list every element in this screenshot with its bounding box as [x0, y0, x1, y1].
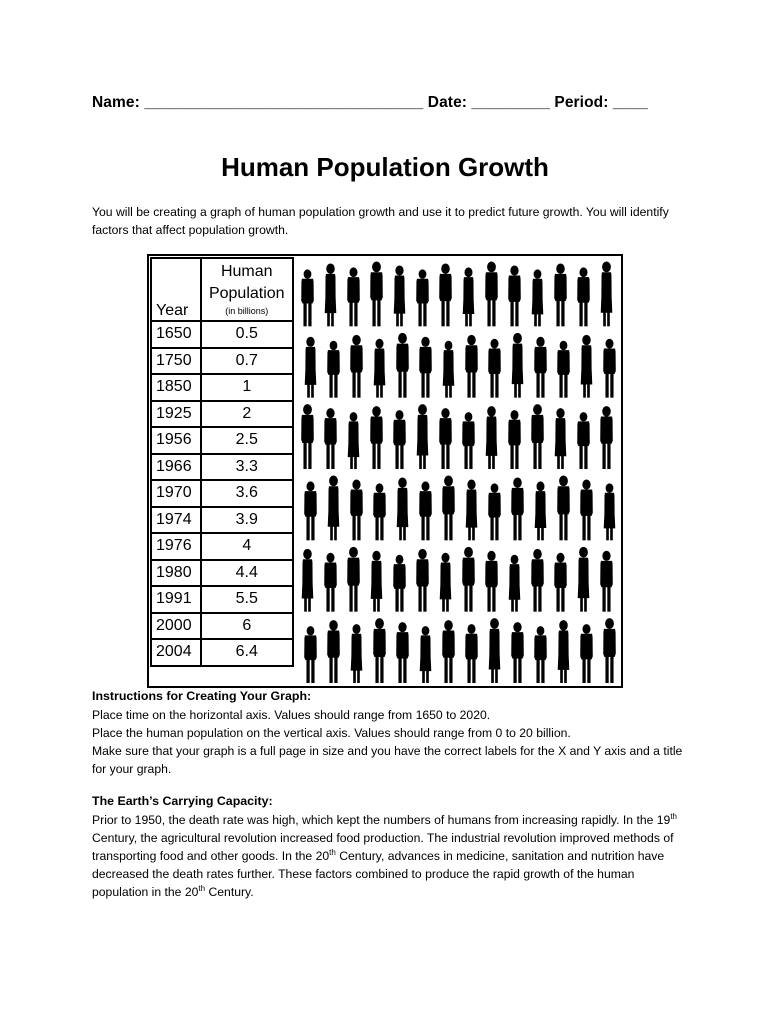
person-silhouette [578, 547, 590, 612]
population-cell: 6.4 [201, 639, 293, 666]
person-silhouette [581, 335, 593, 398]
person-silhouette [512, 333, 524, 398]
table-row [151, 613, 293, 640]
intro-paragraph: You will be creating a graph of human population growth and use it to predict future growth. You will identify factors that affect population growth. [92, 205, 669, 237]
year-cell: 1850 [151, 374, 201, 401]
year-header: Year [151, 258, 201, 321]
carrying-sup-2: th [329, 847, 336, 857]
population-cell: 0.5 [201, 321, 293, 348]
person-silhouette [393, 555, 406, 612]
person-silhouette [508, 265, 521, 326]
person-silhouette [534, 626, 547, 683]
person-silhouette [463, 267, 475, 326]
person-silhouette [531, 549, 544, 612]
person-silhouette [600, 551, 613, 612]
person-silhouette [442, 476, 455, 541]
person-silhouette [371, 551, 383, 612]
person-silhouette [420, 626, 432, 683]
person-silhouette [419, 337, 432, 398]
population-cell: 3.6 [201, 480, 293, 507]
person-silhouette [555, 408, 567, 469]
person-silhouette [328, 476, 340, 541]
population-cell: 2.5 [201, 427, 293, 454]
instructions-body [92, 706, 684, 778]
person-silhouette [439, 263, 452, 326]
year-cell: 1970 [151, 480, 201, 507]
person-silhouette [347, 267, 360, 326]
name-blank[interactable]: ________________________________ [144, 94, 424, 111]
carrying-text-1: Prior to 1950, the death rate was high, which kept the numbers of humans from increasing rapidly. In the 19 [92, 813, 671, 827]
person-silhouette [462, 547, 475, 612]
person-silhouette [577, 267, 590, 326]
table-row [151, 427, 293, 454]
person-silhouette [348, 412, 360, 469]
person-silhouette [350, 479, 363, 540]
person-silhouette [535, 481, 547, 540]
year-cell: 1976 [151, 533, 201, 560]
person-silhouette [580, 479, 593, 540]
date-blank[interactable]: _________ [471, 94, 550, 111]
person-silhouette [489, 618, 501, 683]
population-header-unit: (in billions) [225, 306, 269, 316]
person-silhouette [554, 263, 567, 326]
population-header-line1: Human [220, 263, 273, 280]
population-cell: 0.7 [201, 348, 293, 375]
population-cell: 3.3 [201, 454, 293, 481]
population-cell: 5.5 [201, 586, 293, 613]
table-row [151, 480, 293, 507]
table-row [151, 639, 293, 666]
person-silhouette [508, 410, 521, 469]
person-silhouette [488, 339, 501, 398]
person-silhouette [301, 404, 314, 469]
person-silhouette [442, 620, 455, 683]
population-cell: 6 [201, 613, 293, 640]
year-cell: 1966 [151, 454, 201, 481]
person-silhouette [485, 262, 498, 327]
person-silhouette [324, 408, 337, 469]
person-silhouette [373, 618, 386, 683]
person-silhouette [396, 622, 409, 683]
person-silhouette [396, 333, 409, 398]
person-silhouette [557, 476, 570, 541]
population-header [201, 258, 293, 321]
year-cell: 1974 [151, 507, 201, 534]
person-silhouette [416, 549, 429, 612]
year-cell: 1956 [151, 427, 201, 454]
person-silhouette [370, 406, 383, 469]
person-silhouette [397, 477, 409, 540]
person-silhouette [374, 339, 386, 398]
person-silhouette [327, 620, 340, 683]
person-silhouette [486, 406, 498, 469]
person-silhouette [509, 555, 521, 612]
person-silhouette [601, 262, 613, 327]
instructions-heading: Instructions for Creating Your Graph: [92, 689, 312, 703]
carrying-text-3: Century, advances in medicine, sanitation and nutrition have decreased the death rates further. These factors combined to produce the rapid growth of the human population in the 20 [92, 849, 665, 899]
person-silhouette [554, 553, 567, 612]
person-silhouette [577, 412, 590, 469]
year-cell: 2000 [151, 613, 201, 640]
table-row [151, 533, 293, 560]
date-label: Date: [427, 94, 468, 111]
person-silhouette [462, 412, 475, 469]
person-silhouette [327, 341, 340, 398]
year-cell: 1991 [151, 586, 201, 613]
person-silhouette [417, 404, 429, 469]
person-silhouette [439, 408, 452, 469]
year-cell: 1925 [151, 401, 201, 428]
person-silhouette [558, 620, 570, 683]
year-cell: 1750 [151, 348, 201, 375]
carrying-sup-1: th [670, 811, 677, 821]
person-silhouette [532, 269, 544, 326]
carrying-text-4: Century. [205, 885, 254, 899]
population-cell: 3.9 [201, 507, 293, 534]
person-silhouette [304, 626, 317, 683]
name-label: Name: [92, 94, 140, 111]
period-blank[interactable]: ____ [612, 94, 648, 111]
person-silhouette [324, 553, 337, 612]
carrying-capacity-paragraph [92, 811, 684, 901]
person-silhouette [465, 335, 478, 398]
person-silhouette [488, 483, 501, 540]
table-body [151, 321, 293, 666]
person-silhouette [325, 263, 337, 326]
population-table [150, 257, 294, 667]
header-fields [92, 94, 648, 112]
table-row [151, 586, 293, 613]
table-row [151, 374, 293, 401]
person-silhouette [394, 265, 406, 326]
person-silhouette [419, 481, 432, 540]
population-cell: 4.4 [201, 560, 293, 587]
person-silhouette [440, 553, 452, 612]
person-silhouette [603, 618, 616, 683]
person-silhouette [347, 547, 360, 612]
carrying-sup-3: th [198, 883, 206, 893]
period-label: Period: [554, 94, 609, 111]
population-header-line2: Population [208, 285, 285, 302]
table-row [151, 348, 293, 375]
table-header-row [151, 258, 293, 321]
table-row [151, 560, 293, 587]
table-row [151, 401, 293, 428]
person-silhouette [580, 624, 593, 683]
table-row [151, 321, 293, 348]
population-cell: 2 [201, 401, 293, 428]
person-silhouette [466, 479, 478, 540]
person-silhouette [511, 622, 524, 683]
person-silhouette [370, 262, 383, 327]
person-silhouette [350, 335, 363, 398]
instruction-line-1: Place time on the horizontal axis. Values should range from 1650 to 2020. [92, 708, 491, 722]
table-row [151, 507, 293, 534]
carrying-text-2: Century, the agricultural revolution increased food production. The industrial revolution improved methods of transporting food and other goods. In the 20 [92, 831, 674, 863]
person-silhouette [393, 410, 406, 469]
population-cell: 4 [201, 533, 293, 560]
person-silhouette [534, 337, 547, 398]
person-silhouette [302, 549, 314, 612]
page-title: Human Population Growth [221, 152, 549, 182]
year-cell: 2004 [151, 639, 201, 666]
person-silhouette [373, 483, 386, 540]
person-silhouette [531, 404, 544, 469]
table-row [151, 454, 293, 481]
person-silhouette [604, 483, 616, 540]
person-silhouette [511, 477, 524, 540]
person-silhouette [557, 341, 570, 398]
person-silhouette [304, 481, 317, 540]
person-silhouette [305, 337, 317, 398]
population-cell: 1 [201, 374, 293, 401]
crowd-silhouettes-icon [297, 258, 619, 686]
person-silhouette [465, 624, 478, 683]
instruction-line-3: Make sure that your graph is a full page in size and you have the correct labels for the X and Y axis and a title for your graph. [92, 744, 683, 776]
person-silhouette [603, 339, 616, 398]
person-silhouette [600, 406, 613, 469]
person-silhouette [485, 551, 498, 612]
person-silhouette [301, 269, 314, 326]
person-silhouette [443, 341, 455, 398]
year-cell: 1650 [151, 321, 201, 348]
carrying-capacity-heading: The Earth’s Carrying Capacity: [92, 794, 273, 808]
person-silhouette [416, 269, 429, 326]
instruction-line-2: Place the human population on the vertical axis. Values should range from 0 to 20 billion. [92, 726, 571, 740]
person-silhouette [351, 624, 363, 683]
year-cell: 1980 [151, 560, 201, 587]
